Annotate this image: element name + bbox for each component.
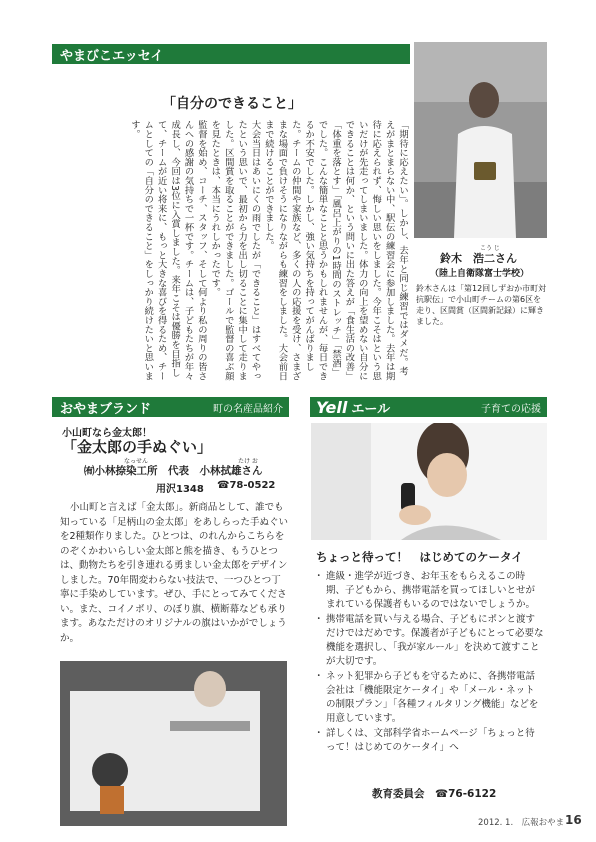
essay-photo bbox=[414, 42, 547, 238]
list-item: ・ 携帯電話を買い与える場合、子どもにポンと渡すだけではだめです。保護者が子どもにとって必要な機能を選択し、「我が家ルール」を決めて渡すことが大切です。 bbox=[316, 613, 544, 669]
essay-header-band bbox=[52, 44, 410, 64]
brand-company: ㈲小林捺染工所 代表 小林拭雄さん bbox=[84, 465, 263, 477]
brand-sub: 町の名産品紹介 bbox=[213, 403, 283, 415]
yell-contact: 教育委員会 ☎76-6122 bbox=[372, 788, 497, 800]
brand-title: 「金太郎の手ぬぐい」 bbox=[62, 438, 213, 456]
yell-title: ちょっと待って！ はじめてのケータイ bbox=[316, 550, 523, 564]
essay-person-name: 鈴木 浩二さん bbox=[440, 252, 517, 265]
essay-title: 「自分のできること」 bbox=[162, 96, 302, 112]
yell-photo bbox=[311, 423, 547, 540]
brand-lead: 小山町なら金太郎！ bbox=[62, 428, 152, 439]
page-number: 16 bbox=[565, 813, 582, 827]
brand-address: 用沢1348 bbox=[156, 484, 204, 495]
essay-paragraph-1: 「期待に応えたい」。しかし、去年と同じ練習ではダメだ。考えがまとまらない中、駅伝の練習会に参加しました。去年は期待に応えられず、悔しい思いをしました。今年こそはという思いだけが先走ってしまいました。体力の向上を望めない自分にできることは何か、という問いに出た答えが「食生活の改善」「体重を落とす」「風呂上がりの1時間のストレッチ」「禁酒」でした。こんな簡単なことと思うかもしれませんが、毎日できるか不安でした。しかし、強い気持ちを持ってがんばりました。チームの仲間や家族など、多くの人の応援を受け、さまざまな場面で負けそうになりながらも練習をしました。大会前日まで続けることができました。 bbox=[262, 120, 408, 381]
brand-body: 小山町と言えば「金太郎」。新商品として、誰でも知っている「足柄山の金太郎」をあしらった手ぬぐいを2種類作りました。ひとつは、のれんからこちらをのぞくかわいらしい金太郎と熊を描き、もうひとつは、動物たちを引き連れる勇ましい金太郎をデザインしました。70年間変わらない技法で、一つひとつ丁寧に手染めしています。ぜひ、手にとってみてください。また、コイノボリ、のぼり旗、横断幕なども承ります。あなただけのオリジナルの旗はいかがでしょうか。 bbox=[60, 502, 289, 644]
list-item: ・ 詳しくは、文部科学省ホームページ「ちょっと待って！はじめてのケータイ」へ bbox=[316, 727, 544, 755]
footer-issue: 2012. 1. 広報おやま bbox=[478, 818, 565, 828]
yell-bullets bbox=[316, 570, 544, 756]
essay-paragraph-3: 監督を始め、コーチ、スタッフ、そして何より私の周りの皆さんへの感謝の気持ちで一杯です。チームは、子どもたちが年々成長し、今回は3位に入賞しました。来年こそは優勝を目指して、チームが近い将来に、もっと大きな喜びを得るため、チームとしての「自分のできること」をしっかり続けたいと思います。 bbox=[128, 120, 207, 381]
essay-caption: 鈴木さんは「第12回しずおか市町対抗駅伝」で小山町チームの第6区を走り、区間賞（区間新記録）に輝きました。 bbox=[416, 284, 547, 326]
yell-header: エール bbox=[351, 401, 391, 417]
brand-photo bbox=[60, 661, 287, 826]
list-item: ・ ネット犯罪から子どもを守るために、各携帯電話会社は「機能限定ケータイ」や「メール・ネットの制限プラン」「各種フィルタリング機能」などを用意しています。 bbox=[316, 670, 544, 726]
essay-person-ruby: こう じ bbox=[480, 245, 500, 252]
brand-header: おやまブランド bbox=[60, 401, 152, 417]
yell-sub: 子育ての応援 bbox=[481, 403, 541, 415]
essay-header: やまびこエッセイ bbox=[60, 48, 164, 64]
brand-header-band bbox=[52, 397, 289, 417]
essay-paragraph-2: 大会当日はあいにくの雨でしたが「できること」はすべてやったという思いで、最初から力を出し切ることに集中して走りました。区間賞を取ることができました。ゴールで監督の喜ぶ顔を見たときは、本当にうれしかったです。 bbox=[209, 120, 261, 381]
brand-phone: ☎78-0522 bbox=[217, 480, 276, 491]
brand-ruby-2: たけ お bbox=[238, 458, 258, 465]
list-item: ・ 進級・進学が近づき、お年玉をもらえるこの時期、子どもから、携帯電話を買ってほしいとせがまれている保護者もいるのではないでしょうか。 bbox=[316, 570, 544, 612]
yell-header-band bbox=[310, 397, 547, 417]
essay-person-affil: （陸上自衛隊富士学校） bbox=[430, 269, 530, 279]
essay-body bbox=[57, 120, 409, 382]
brand-ruby-1: なっせん bbox=[124, 458, 149, 465]
yell-logo: Yell bbox=[316, 397, 348, 417]
